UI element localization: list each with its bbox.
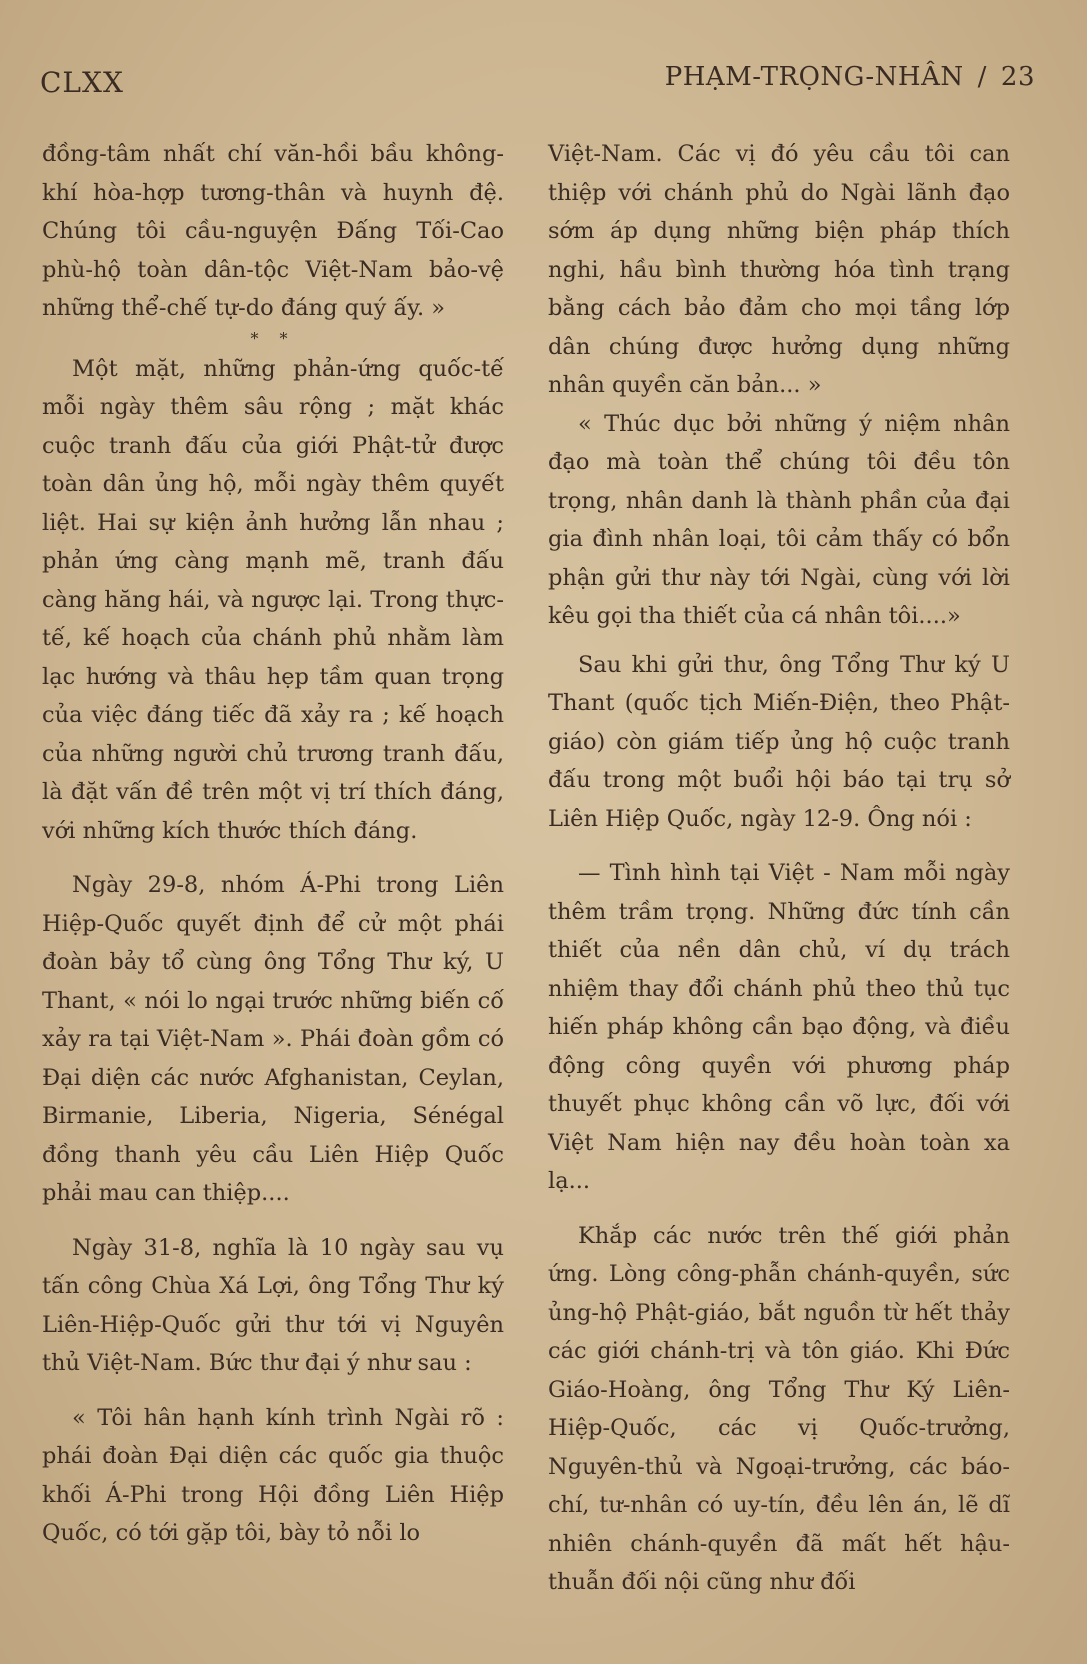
paragraph: Ngày 29-8, nhóm Á-Phi trong Liên Hiệp-Quốc quyết định để cử một phái đoàn bảy tổ cùng ông Tổng Thư ký, U Thant, « nói lo ngại trước những biến cố xảy ra tại Việt-Nam ». Phái đoàn gồm có Đại diện các nước Afghanistan, Ceylan, Birmanie, Liberia, Nigeria, Sénégal đồng thanh yêu cầu Liên Hiệp Quốc phải mau can thiệp.... [42, 872, 504, 1206]
paragraph: đồng-tâm nhất chí văn-hồi bầu không-khí hòa-hợp tương-thân và huynh đệ. Chúng tôi cầu-nguyện Đấng Tối-Cao phù-hộ toàn dân-tộc Việt-Nam bảo-vệ những thể-chế tự-do đáng quý ấy. » [42, 141, 504, 321]
header-separator: / [977, 62, 987, 92]
paragraph: Một mặt, những phản-ứng quốc-tế mỗi ngày thêm sâu rộng ; mặt khác cuộc tranh đấu của giới Phật-tử được toàn dân ủng hộ, mỗi ngày thêm quyết liệt. Hai sự kiện ảnh hưởng lẫn nhau ; phản ứng càng mạnh mẽ, tranh đấu càng hăng hái, và ngược lại. Trong thực-tế, kế hoạch của chánh phủ nhằm làm lạc hướng và thâu hẹp tầm quan trọng của việc đáng tiếc đã xảy ra ; kế hoạch của những người chủ trương tranh đấu, là đặt vấn đề trên một vị trí thích đáng, với những kích thước thích đáng. [42, 355, 504, 844]
paragraph: « Thúc dục bởi những ý niệm nhân đạo mà toàn thể chúng tôi đều tôn trọng, nhân danh là thành phần của đại gia đình nhân loại, tôi cảm thấy có bổn phận gửi thư này tới Ngài, cùng với lời kêu gọi tha thiết của cá nhân tôi....» [548, 410, 1010, 629]
paragraph: Sau khi gửi thư, ông Tổng Thư ký U Thant (quốc tịch Miến-Điện, theo Phật-giáo) còn giám tiếp ủng hộ cuộc tranh đấu trong một buổi hội báo tại trụ sở Liên Hiệp Quốc, ngày 12-9. Ông nói : [548, 651, 1010, 832]
paragraph: Ngày 31-8, nghĩa là 10 ngày sau vụ tấn công Chùa Xá Lợi, ông Tổng Thư ký Liên-Hiệp-Quốc gửi thư tới vị Nguyên thủ Việt-Nam. Bức thư đại ý như sau : [42, 1234, 504, 1376]
paragraph: Khắp các nước trên thế giới phản ứng. Lòng công-phẫn chánh-quyền, sức ủng-hộ Phật-giáo, bắt nguồn từ hết thảy các giới chánh-trị và tôn giáo. Khi Đức Giáo-Hoàng, ông Tổng Thư Ký Liên-Hiệp-Quốc, các vị Quốc-trưởng, Nguyên-thủ và Ngoại-trưởng, các báo-chí, tư-nhân có uy-tín, đều lên án, lẽ dĩ nhiên chánh-quyền đã mất hết hậu-thuẫn đối nội cũng như đối [548, 1222, 1010, 1595]
right-column [548, 135, 1010, 1602]
paragraph: Việt-Nam. Các vị đó yêu cầu tôi can thiệp với chánh phủ do Ngài lãnh đạo sớm áp dụng những biện pháp thích nghi, hầu bình thường hóa tình trạng bằng cách bảo đảm cho mọi tầng lớp dân chúng được hưởng dụng những nhân quyền căn bản... » [548, 141, 1010, 398]
header-author: PHẠM-TRỌNG-NHÂN [664, 62, 964, 92]
header-section-number: CLXX [40, 66, 124, 99]
header-author-page [665, 62, 1035, 92]
left-column [42, 135, 504, 1553]
section-break-stars: * * [250, 328, 296, 348]
paragraph: « Tôi hân hạnh kính trình Ngài rõ : phái đoàn Đại diện các quốc gia thuộc khối Á-Phi trong Hội đồng Liên Hiệp Quốc, có tới gặp tôi, bày tỏ nỗi lo [42, 1404, 504, 1546]
paragraph: — Tình hình tại Việt - Nam mỗi ngày thêm trầm trọng. Những đức tính cần thiết của nền dân chủ, ví dụ trách nhiệm thay đổi chánh phủ theo thủ tục hiến pháp không cần bạo động, và điều động công quyền với phương pháp thuyết phục không cần võ lực, đối với Việt Nam hiện nay đều hoàn toàn xa lạ... [548, 860, 1010, 1194]
page-number: 23 [1000, 62, 1035, 92]
